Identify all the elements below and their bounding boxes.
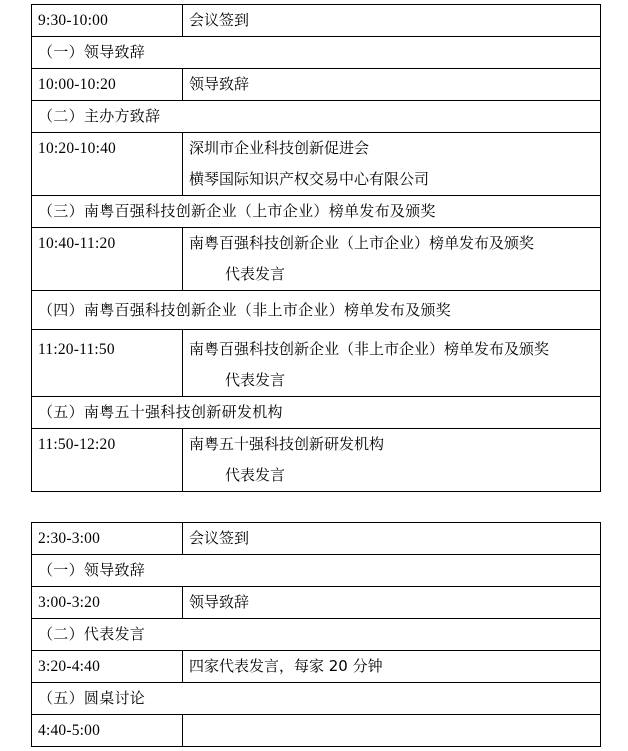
agenda-row xyxy=(32,69,601,101)
agenda-row xyxy=(32,330,601,397)
section-heading: （二）代表发言 xyxy=(32,619,601,651)
morning-agenda-table xyxy=(31,4,601,492)
content-line: 深圳市企业科技创新促进会 xyxy=(189,139,370,157)
section-heading: （四）南粤百强科技创新企业（非上市企业）榜单发布及颁奖 xyxy=(32,291,601,330)
time-cell: 3:00-3:20 xyxy=(32,587,183,619)
section-row xyxy=(32,101,601,133)
agenda-row xyxy=(32,651,601,683)
time-cell: 11:50-12:20 xyxy=(32,429,183,492)
time-cell: 3:20-4:40 xyxy=(32,651,183,683)
content-line: 领导致辞 xyxy=(189,593,250,611)
content-cell xyxy=(183,587,601,619)
content-cell xyxy=(183,523,601,555)
section-row xyxy=(32,196,601,228)
content-line: 领导致辞 xyxy=(189,75,250,93)
time-cell: 9:30-10:00 xyxy=(32,5,183,37)
section-row xyxy=(32,37,601,69)
time-cell: 10:00-10:20 xyxy=(32,69,183,101)
content-cell xyxy=(183,715,601,747)
section-row xyxy=(32,683,601,715)
content-line: 会议签到 xyxy=(189,11,250,29)
section-heading: （五）圆桌讨论 xyxy=(32,683,601,715)
content-cell xyxy=(183,651,601,683)
content-line: 代表发言 xyxy=(225,265,286,283)
section-heading: （二）主办方致辞 xyxy=(32,101,601,133)
agenda-row xyxy=(32,715,601,747)
agenda-row xyxy=(32,523,601,555)
section-row xyxy=(32,291,601,330)
time-cell: 11:20-11:50 xyxy=(32,330,183,397)
content-line: 南粤五十强科技创新研发机构 xyxy=(189,435,385,453)
time-cell: 2:30-3:00 xyxy=(32,523,183,555)
content-line: 会议签到 xyxy=(189,529,250,547)
agenda-row xyxy=(32,228,601,291)
content-line: 四家代表发言，每家 20 分钟 xyxy=(189,657,383,675)
content-line: 南粤百强科技创新企业（非上市企业）榜单发布及颁奖 xyxy=(189,340,550,358)
content-line: 南粤百强科技创新企业（上市企业）榜单发布及颁奖 xyxy=(189,234,535,252)
content-cell xyxy=(183,69,601,101)
content-line: 代表发言 xyxy=(225,466,286,484)
content-cell xyxy=(183,330,601,397)
section-heading: （五）南粤五十强科技创新研发机构 xyxy=(32,397,601,429)
content-cell xyxy=(183,133,601,196)
section-heading: （三）南粤百强科技创新企业（上市企业）榜单发布及颁奖 xyxy=(32,196,601,228)
time-cell: 10:20-10:40 xyxy=(32,133,183,196)
content-cell xyxy=(183,5,601,37)
agenda-row xyxy=(32,587,601,619)
time-cell: 10:40-11:20 xyxy=(32,228,183,291)
section-row xyxy=(32,555,601,587)
agenda-row xyxy=(32,429,601,492)
content-line: 横琴国际知识产权交易中心有限公司 xyxy=(189,170,430,188)
agenda-row xyxy=(32,133,601,196)
afternoon-agenda-table xyxy=(31,522,601,747)
section-row xyxy=(32,619,601,651)
time-cell: 4:40-5:00 xyxy=(32,715,183,747)
agenda-row xyxy=(32,5,601,37)
content-cell xyxy=(183,429,601,492)
content-line: 代表发言 xyxy=(225,371,286,389)
content-cell xyxy=(183,228,601,291)
section-heading: （一）领导致辞 xyxy=(32,37,601,69)
section-heading: （一）领导致辞 xyxy=(32,555,601,587)
section-row xyxy=(32,397,601,429)
